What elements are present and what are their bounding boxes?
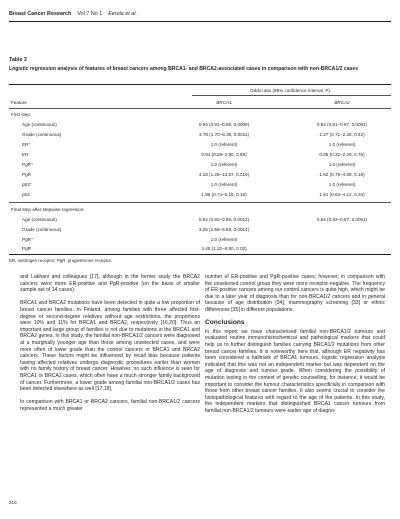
feature-cell: Grade (continuous)	[22, 132, 62, 137]
feature-cell: Age (continuous)	[22, 217, 57, 222]
table-row	[9, 162, 391, 169]
brca2-cell: 1.0 (referent)	[328, 182, 356, 187]
brca2-cell: 1.27 (0.71–2.26, 0.42)	[319, 132, 365, 137]
brca2-cell: 1.82 (0.75–4.08, 0.18)	[319, 172, 365, 177]
brca1-cell: 1.0 (referent)	[210, 162, 238, 167]
feature-cell: PgR	[22, 172, 31, 177]
brca1-cell: 1.0 (referent)	[210, 237, 238, 242]
section-final-step	[9, 207, 391, 214]
table-row	[9, 217, 391, 224]
paragraph: In comparison with BRCA1 or BRCA2 cancers, familial non-BRCA1/2 cancers represented a much greater	[20, 399, 200, 412]
brca2-cell: 0.85 (0.32–2.29, 0.75)	[319, 152, 365, 157]
table-row	[9, 172, 391, 179]
section-heading-conclusions: Conclusions	[205, 319, 245, 327]
feature-cell: PgR⁺	[22, 237, 34, 242]
feature-cell: p53	[22, 192, 30, 197]
brca2-cell: 0.94 (0.92–0.97, 0.0001)	[316, 217, 368, 222]
section-divider-rule	[9, 202, 391, 203]
paragraph: and Lakhani and colleagues [17], although in the former study the BRCA2 cancers were more ER-positive and PgR-positive (on the basis of smaller sample set of 14 cases).	[20, 274, 200, 294]
column-header-brca2: BRCA2	[334, 100, 350, 105]
table-row	[9, 182, 391, 189]
table-bottom-rule	[9, 254, 391, 255]
section-first-step	[9, 112, 391, 119]
column-header-feature: Feature	[11, 100, 27, 105]
paragraph: In this report we have characterised familial non-BRCA1/2 tumours and evaluated routine immunohistochemical and pathological markers that could help us to further distinguish families carrying BRCA1/2 mutations from other breast cancer families. It is noteworthy here that, although ER negativity has been considered a hallmark of BRCA1 tumours, logistic regression analysis indicated that this was not an independent marker but was dependent on the age of diagnosis and tumour grade. When considering the possibility of mutation testing in the context of genetic counselling, for instance, it would be important to consider the tumour characteristics specifically in comparison with those from other breast cancer families. It also seems crucial to consider the histopathological features with regard to the age of the patients. In this study, the independent markers that distinguished BRCA1 cancer tumours from familial non-BRCA1/2 tumours were earlier age of diagno-	[205, 328, 385, 414]
feature-cell: Grade (continuous)	[22, 227, 62, 232]
journal-volume: Vol 7 No 1	[77, 11, 103, 17]
brca1-cell: 1.96 (0.74–5.18, 0.18)	[201, 192, 247, 197]
table-row	[9, 132, 391, 139]
table-caption: Logistic regression analysis of features of breast cancers among BRCA1- and BRCA2-associated cases in comparison with non-BRCA1/2 cases	[9, 66, 359, 72]
section-label: First step:	[11, 112, 32, 117]
odds-ratio-rule	[192, 95, 391, 96]
brca1-cell: 1.0 (referent)	[210, 182, 238, 187]
brca2-cell: 0.94 (0.91–0.97, 0.0001)	[316, 122, 368, 127]
brca2-cell: 1.0 (referent)	[328, 142, 356, 147]
brca1-cell: 0.94 (0.91–0.98, 0.0009)	[198, 122, 250, 127]
feature-cell: PgR	[22, 246, 31, 251]
table-row	[9, 246, 391, 253]
table-row	[9, 192, 391, 199]
column-header-brca1: BRCA1	[216, 100, 232, 105]
running-author: Eerola et al.	[108, 11, 137, 17]
feature-cell: ER⁺	[22, 142, 31, 147]
header-bottom-rule	[9, 108, 391, 109]
brca1-cell: 4.18 (1.26–13.87, 0.019)	[198, 172, 250, 177]
feature-cell: p53⁺	[22, 182, 33, 187]
table-row	[9, 142, 391, 149]
section-label: Final step after stepwise regression:	[11, 207, 85, 212]
journal-name: Breast Cancer Research	[9, 11, 72, 17]
feature-cell: PgR⁺	[22, 162, 34, 167]
left-text-column	[20, 274, 200, 419]
table-top-rule	[9, 84, 391, 85]
running-header	[9, 11, 137, 17]
brca1-cell: 3.78 (1.70–8.39, 0.0011)	[199, 132, 249, 137]
brca1-cell: 3.25 (1.58–6.69, 0.0014)	[198, 227, 250, 232]
right-text-column	[205, 274, 385, 421]
brca1-cell: 0.91 (0.28–2.90, 0.88)	[201, 152, 247, 157]
regression-table	[9, 84, 391, 253]
feature-cell: ER	[22, 152, 29, 157]
table-label: Table 3	[9, 57, 27, 63]
feature-cell: Age (continuous)	[22, 122, 57, 127]
paragraph: BRCA1 and BRCA2 mutations have been detected in quite a low proportion of breast cancer families. In Finland, among families with three affected first-degree or second-degree relatives without age restrictions, the proportions were 10% and 11% for BRCA1 and BRCA2, respectively [16,20]. Thus an important and large group of families is not due to mutations in the BRCA1 and BRCA2 genes. In this study, the familial non-BRCA1/2 cancers were diagnosed at a marginally younger age than those among unselected cases, and were more often of lower grade than the control cancers or BRCA1 and BRCA2 cancers. These factors might be influenced by recall bias because patients having affected relatives undergo diagnostic procedures earlier than women with no family history of breast cancer. However, no such influence is seen for BRCA1 or BRCA2 cases, which often have a much stronger family background of cancer. Furthermore, a lower grade among familial non-BRCA1/2 cases has been detected elsewhere as well [17,18].	[20, 300, 200, 393]
odds-ratio-header: Odds ratio (95% confidence interval, P)	[250, 88, 330, 93]
brca1-cell: 3.45 (1.22–9.80, 0.02)	[201, 246, 247, 251]
table-footnote: ER, oestrogen receptor; PgR, progesterone receptor.	[9, 258, 112, 263]
table-row	[9, 152, 391, 159]
brca2-cell: 1.0 (referent)	[328, 162, 356, 167]
table-row	[9, 122, 391, 129]
brca2-cell: 1.61 (0.63–4.12, 0.34)	[319, 192, 365, 197]
brca1-cell: 0.94 (0.92–0.98, 0.0012)	[198, 217, 250, 222]
table-row	[9, 227, 391, 234]
paragraph: number of ER-positive and PgR-positive cases; however, in comparison with the unselected control group they were more receptor-negative. The frequency of ER-positive cancers among our control cancers is quite high, which might be due to a later year of diagnosis than for non-BRCA1/2 cancers and in general because of age distribution [34], mammography screening [33] or ethnic differences [35] in different populations.	[205, 274, 385, 313]
table-row	[9, 237, 391, 244]
header-rule	[9, 21, 391, 22]
page-number: 216	[9, 500, 17, 505]
brca1-cell: 1.0 (referent)	[210, 142, 238, 147]
